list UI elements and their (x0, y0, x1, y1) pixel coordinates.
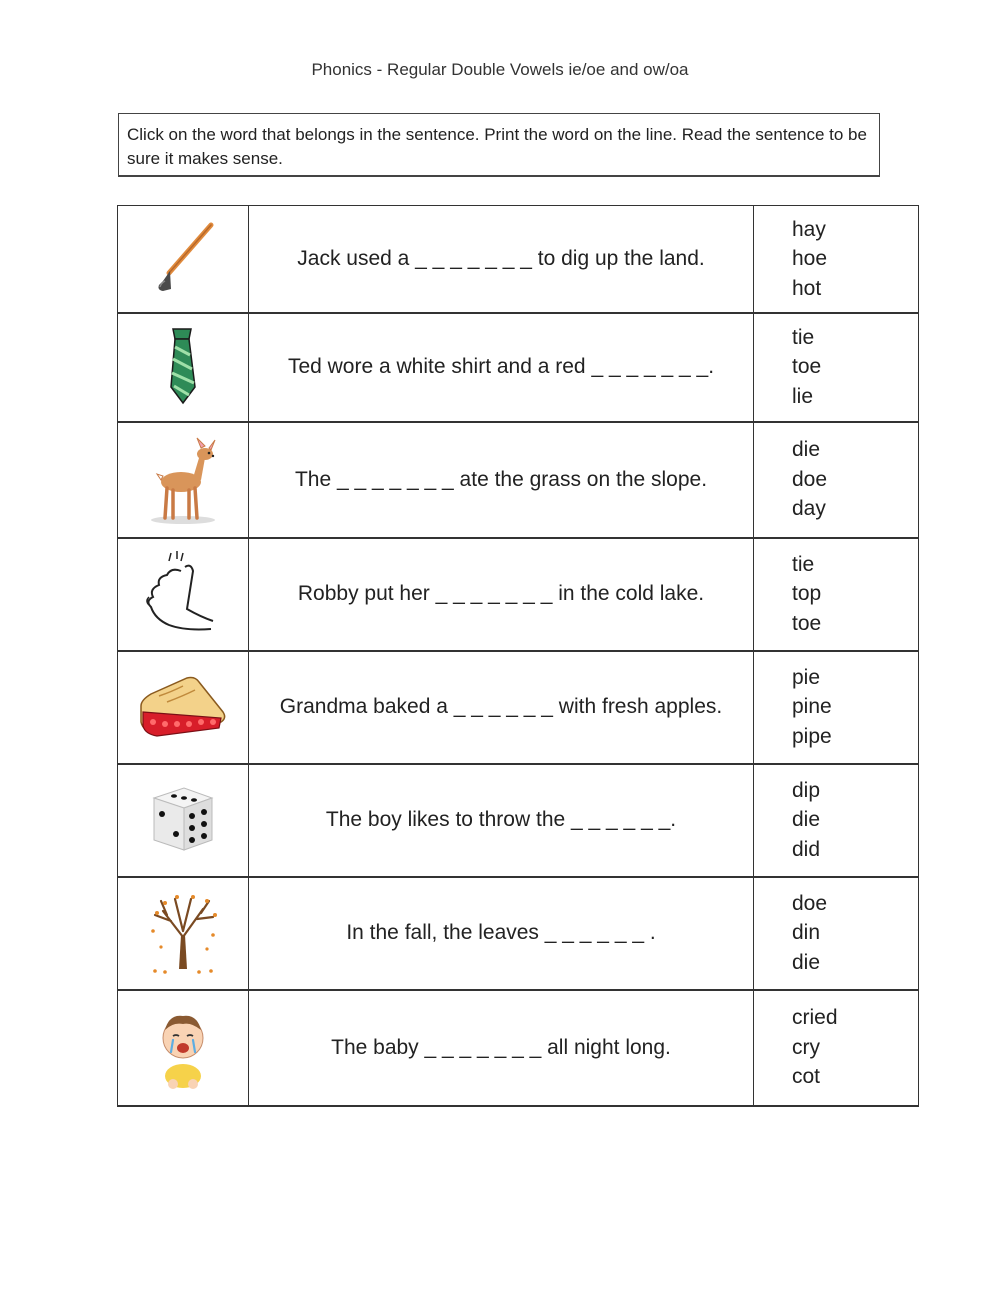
choice-word[interactable]: doe (792, 467, 828, 491)
pie-icon (137, 672, 229, 742)
choice-word[interactable]: die (792, 438, 821, 462)
choice-word[interactable]: dip (792, 778, 821, 802)
table-row (118, 990, 919, 1106)
table-row (118, 313, 919, 422)
instructions-box: Click on the word that belongs in the sentence. Print the word on the line. Read the sentence to be sure it makes sense. (118, 113, 880, 177)
choices-cell (754, 651, 919, 764)
choice-word[interactable]: die (792, 808, 821, 832)
sentence-cell: Robby put her _ _ _ _ _ _ _ in the cold lake. (249, 538, 754, 651)
choice-word[interactable]: hay (792, 217, 826, 241)
sentence-cell: In the fall, the leaves _ _ _ _ _ _ . (249, 877, 754, 990)
choice-word[interactable]: pine (792, 695, 832, 719)
choice-word[interactable]: cried (792, 1006, 838, 1030)
choice-word[interactable]: cry (792, 1035, 820, 1059)
choice-word[interactable]: die (792, 950, 821, 974)
table-row (118, 877, 919, 990)
table-row (118, 764, 919, 877)
sentence-cell: The baby _ _ _ _ _ _ _ all night long. (249, 990, 754, 1106)
choice-word[interactable]: top (792, 582, 822, 606)
picture-cell (118, 990, 249, 1106)
choice-word[interactable]: toe (792, 611, 822, 635)
choices-cell (754, 313, 919, 422)
choices-cell (754, 877, 919, 990)
choices-cell (754, 764, 919, 877)
picture-cell (118, 651, 249, 764)
choice-word[interactable]: cot (792, 1065, 821, 1089)
table-row (118, 651, 919, 764)
picture-cell (118, 422, 249, 538)
choice-word[interactable]: hot (792, 276, 822, 300)
picture-cell (118, 764, 249, 877)
choice-word[interactable]: din (792, 921, 821, 945)
picture-cell (118, 313, 249, 422)
crying-baby-icon (151, 1006, 215, 1090)
choice-word[interactable]: day (792, 497, 826, 521)
choice-word[interactable]: tie (792, 552, 815, 576)
table-row (118, 538, 919, 651)
worksheet-table (117, 205, 919, 1107)
sentence-cell: The _ _ _ _ _ _ _ ate the grass on the slope. (249, 422, 754, 538)
choices-cell (754, 422, 919, 538)
sentence-cell: Grandma baked a _ _ _ _ _ _ with fresh apples. (249, 651, 754, 764)
page-title: Phonics - Regular Double Vowels ie/oe and ow/oa (311, 60, 689, 79)
picture-cell (118, 877, 249, 990)
choices-cell (754, 206, 919, 313)
choice-word[interactable]: pipe (792, 724, 832, 748)
hoe-icon (143, 219, 223, 299)
choice-word[interactable]: tie (792, 325, 815, 349)
necktie-icon (143, 325, 223, 409)
foot-icon (141, 549, 225, 639)
choice-word[interactable]: toe (792, 355, 822, 379)
dice-icon (144, 782, 222, 858)
picture-cell (118, 538, 249, 651)
choices-cell (754, 990, 919, 1106)
table-row (118, 206, 919, 313)
choice-word[interactable]: hoe (792, 247, 828, 270)
sentence-cell: Ted wore a white shirt and a red _ _ _ _ _ _ _. (249, 313, 754, 422)
choice-word[interactable]: did (792, 837, 821, 861)
sentence-cell: Jack used a _ _ _ _ _ _ _ to dig up the land. (249, 206, 754, 313)
picture-cell (118, 206, 249, 313)
choices-cell (754, 538, 919, 651)
choice-word[interactable]: doe (792, 891, 828, 915)
sentence-cell: The boy likes to throw the _ _ _ _ _ _. (249, 764, 754, 877)
choice-word[interactable]: pie (792, 665, 821, 689)
autumn-tree-icon (141, 891, 225, 975)
choice-word[interactable]: lie (792, 384, 814, 408)
table-row (118, 422, 919, 538)
deer-icon (143, 434, 223, 526)
